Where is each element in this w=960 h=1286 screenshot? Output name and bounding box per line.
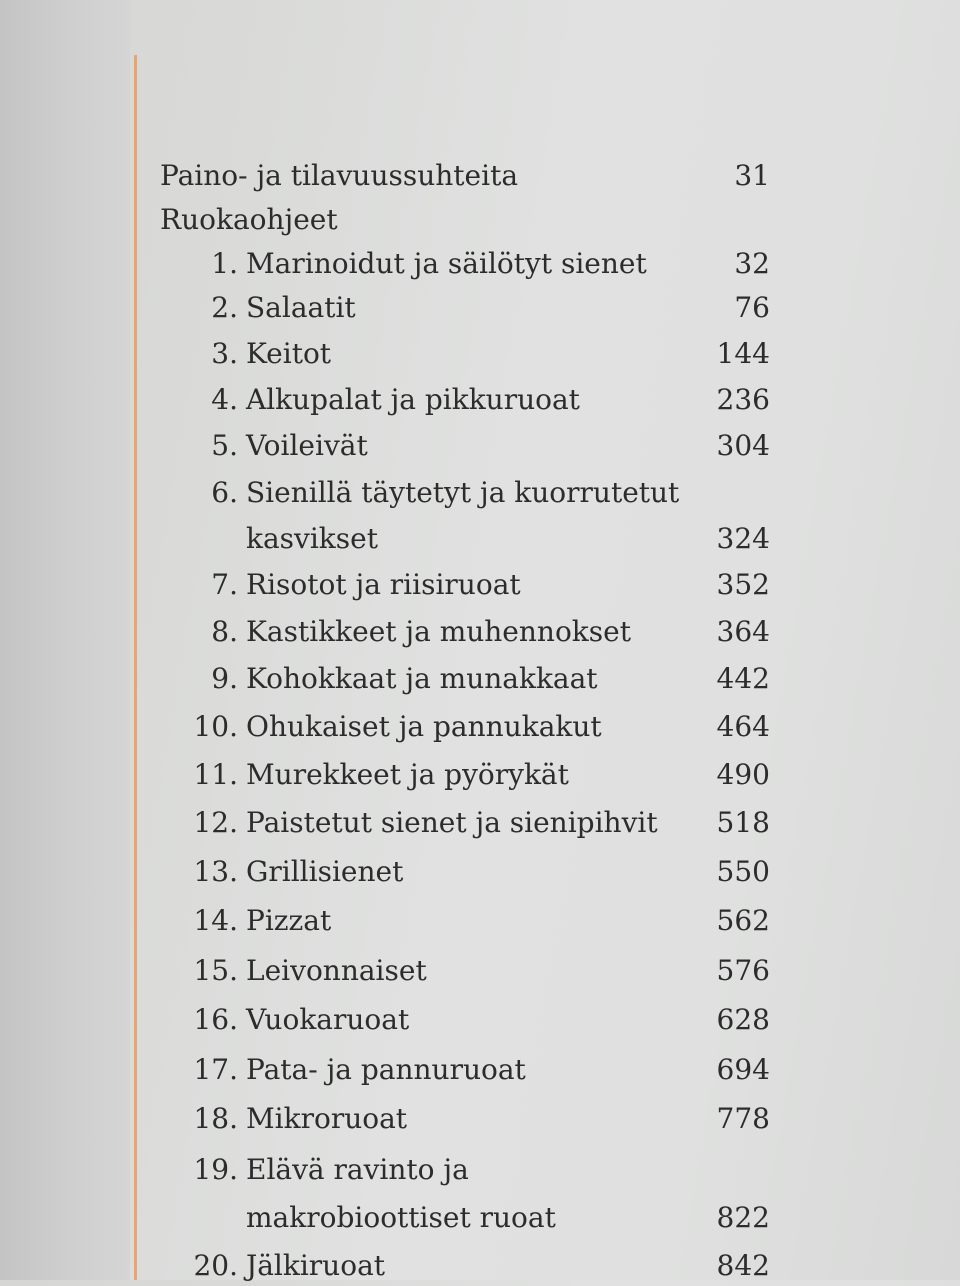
chapter-number: 19.: [193, 1153, 238, 1186]
toc-entry-weights: [0, 156, 960, 196]
chapter-number: 17.: [193, 1053, 238, 1086]
chapter-number: 13.: [193, 855, 238, 888]
toc-chapter-20: [0, 1246, 960, 1286]
chapter-number: 18.: [193, 1102, 238, 1135]
chapter-page: 822: [716, 1201, 770, 1234]
toc-chapter-2: [0, 288, 960, 328]
chapter-title: Grillisienet: [246, 855, 404, 888]
chapter-number: 14.: [193, 904, 238, 937]
chapter-number: 7.: [211, 568, 238, 601]
chapter-number: 20.: [193, 1249, 238, 1282]
chapter-title: Risotot ja riisiruoat: [246, 568, 521, 601]
chapter-title: Leivonnaiset: [246, 954, 427, 987]
chapter-page: 236: [716, 383, 770, 416]
toc-chapter-15: [0, 951, 960, 991]
chapter-title: Alkupalat ja pikkuruoat: [246, 383, 580, 416]
chapter-number: 15.: [193, 954, 238, 987]
toc-chapter-19: [0, 1150, 960, 1190]
chapter-number: 4.: [211, 383, 238, 416]
chapter-title: Kohokkaat ja munakkaat: [246, 662, 598, 695]
chapter-page: 550: [716, 855, 770, 888]
toc-chapter-18: [0, 1099, 960, 1139]
chapter-number: 9.: [211, 662, 238, 695]
toc-entry-title: Paino- ja tilavuussuhteita: [160, 159, 519, 192]
chapter-number: 1.: [211, 247, 238, 280]
chapter-page: 442: [716, 662, 770, 695]
chapter-title: Keitot: [246, 337, 332, 370]
chapter-title: Salaatit: [246, 291, 356, 324]
chapter-number: 2.: [211, 291, 238, 324]
chapter-title: Paistetut sienet ja sienipihvit: [246, 806, 658, 839]
toc-section-title: Ruokaohjeet: [160, 203, 338, 236]
chapter-title: Pizzat: [246, 904, 332, 937]
chapter-page: 518: [716, 806, 770, 839]
toc-chapter-3: [0, 334, 960, 374]
toc-chapter-1: [0, 244, 960, 284]
toc-chapter-4: [0, 380, 960, 420]
toc-chapter-13: [0, 852, 960, 892]
chapter-page: 464: [716, 710, 770, 743]
chapter-title-continued: kasvikset: [246, 522, 378, 555]
chapter-number: 6.: [211, 476, 238, 509]
chapter-title: Mikroruoat: [246, 1102, 408, 1135]
chapter-title: Marinoidut ja säilötyt sienet: [246, 247, 647, 280]
toc-chapter-6: [0, 473, 960, 513]
chapter-title-continued: makrobioottiset ruoat: [246, 1201, 556, 1234]
toc-chapter-17: [0, 1050, 960, 1090]
toc-chapter-5: [0, 426, 960, 466]
chapter-title: Ohukaiset ja pannukakut: [246, 710, 602, 743]
chapter-page: 628: [716, 1003, 770, 1036]
toc-entry-page: 31: [734, 159, 770, 192]
toc-chapter-14: [0, 901, 960, 941]
toc-chapter-10: [0, 707, 960, 747]
chapter-number: 16.: [193, 1003, 238, 1036]
chapter-number: 11.: [193, 758, 238, 791]
chapter-page: 576: [716, 954, 770, 987]
chapter-title: Sienillä täytetyt ja kuorrutetut: [246, 476, 680, 509]
chapter-title: Jälkiruoat: [246, 1249, 386, 1282]
toc-chapter-9: [0, 659, 960, 699]
toc-entry-recipes: [0, 200, 960, 240]
chapter-page: 562: [716, 904, 770, 937]
toc-chapter-16: [0, 1000, 960, 1040]
chapter-title: Pata- ja pannuruoat: [246, 1053, 526, 1086]
chapter-page: 32: [734, 247, 770, 280]
chapter-page: 778: [716, 1102, 770, 1135]
chapter-title: Vuokaruoat: [246, 1003, 410, 1036]
chapter-number: 5.: [211, 429, 238, 462]
chapter-page: 144: [716, 337, 770, 370]
chapter-page: 304: [716, 429, 770, 462]
chapter-number: 10.: [193, 710, 238, 743]
chapter-title: Kastikkeet ja muhennokset: [246, 615, 631, 648]
chapter-title: Elävä ravinto ja: [246, 1153, 469, 1186]
chapter-number: 8.: [211, 615, 238, 648]
chapter-number: 12.: [193, 806, 238, 839]
toc-chapter-6-cont: [0, 519, 960, 559]
chapter-title: Murekkeet ja pyörykät: [246, 758, 569, 791]
toc-chapter-7: [0, 565, 960, 605]
chapter-page: 352: [716, 568, 770, 601]
chapter-page: 364: [716, 615, 770, 648]
chapter-number: 3.: [211, 337, 238, 370]
chapter-page: 324: [716, 522, 770, 555]
chapter-page: 490: [716, 758, 770, 791]
toc-chapter-19-cont: [0, 1198, 960, 1238]
chapter-page: 76: [734, 291, 770, 324]
toc-chapter-11: [0, 755, 960, 795]
chapter-page: 694: [716, 1053, 770, 1086]
toc-chapter-12: [0, 803, 960, 843]
toc-chapter-8: [0, 612, 960, 652]
chapter-page: 842: [716, 1249, 770, 1282]
chapter-title: Voileivät: [246, 429, 368, 462]
